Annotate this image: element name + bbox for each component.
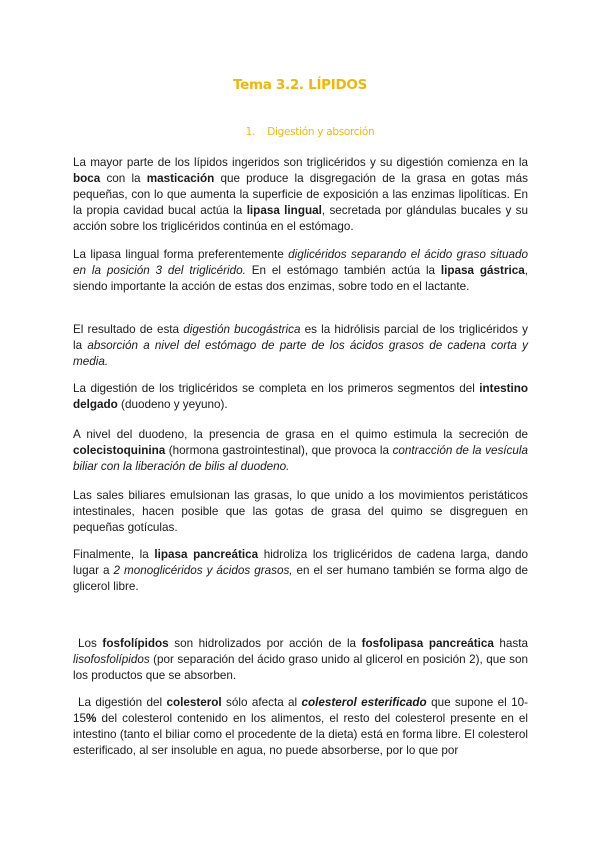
paragraph-7: Finalmente, la lipasa pancreática hidroliza los triglicéridos de cadena larga, dando lugar a 2 monoglicéridos y ácidos grasos, en el ser humano también se forma algo de glicerol libre. bbox=[73, 548, 528, 593]
paragraph-1: La mayor parte de los lípidos ingeridos son triglicéridos y su digestión comienza en la boca con la masticación que produce la disgregación de la grasa en gotas más pequeñas, con lo que aumenta la superficie de exposición a las enzimas lipolíticas. En la propia cavidad bucal actúa la lipasa lingual, secretada por glándulas bucales y su acción sobre los triglicéridos continúa en el estómago. bbox=[73, 156, 528, 233]
section-heading bbox=[0, 126, 600, 138]
section-title: Digestión y absorción bbox=[267, 126, 375, 138]
section-number: 1. bbox=[245, 126, 256, 138]
paragraph-2: La lipasa lingual forma preferentemente diglicéridos separando el ácido graso situado en la posición 3 del triglicérido. En el estómago también actúa la lipasa gástrica, siendo importante la acción de estas dos enzimas, sobre todo en el lactante. bbox=[73, 248, 528, 293]
page-title: Tema 3.2. LÍPIDOS bbox=[232, 77, 368, 93]
paragraph-8: Los fosfolípidos son hidrolizados por acción de la fosfolipasa pancreática hasta lisofosfolípidos (por separación del ácido graso unido al glicerol en posición 2), que son los productos que se absorben. bbox=[73, 637, 529, 682]
paragraph-5: A nivel del duodeno, la presencia de grasa en el quimo estimula la secreción de colecistoquinina (hormona gastrointestinal), que provoca la contracción de la vesícula biliar con la liberación de bilis al duodeno. bbox=[73, 428, 528, 473]
paragraph-4: La digestión de los triglicéridos se completa en los primeros segmentos del intestino delgado (duodeno y yeyuno). bbox=[73, 382, 528, 411]
paragraph-3: El resultado de esta digestión bucogástrica es la hidrólisis parcial de los triglicéridos y la absorción a nivel del estómago de parte de los ácidos grasos de cadena corta y media. bbox=[73, 323, 528, 368]
paragraph-9: La digestión del colesterol sólo afecta al colesterol esterificado que supone el 10-15% del colesterol contenido en los alimentos, el resto del colesterol presente en el intestino (tanto el biliar como el procedente de la dieta) está en forma libre. El colesterol esterificado, al ser insoluble en agua, no puede absorberse, por lo que por bbox=[73, 696, 528, 757]
paragraph-6: Las sales biliares emulsionan las grasas, lo que unido a los movimientos peristáticos intestinales, hacen posible que las gotas de grasa del quimo se disgreguen en pequeñas gotículas. bbox=[73, 489, 528, 534]
